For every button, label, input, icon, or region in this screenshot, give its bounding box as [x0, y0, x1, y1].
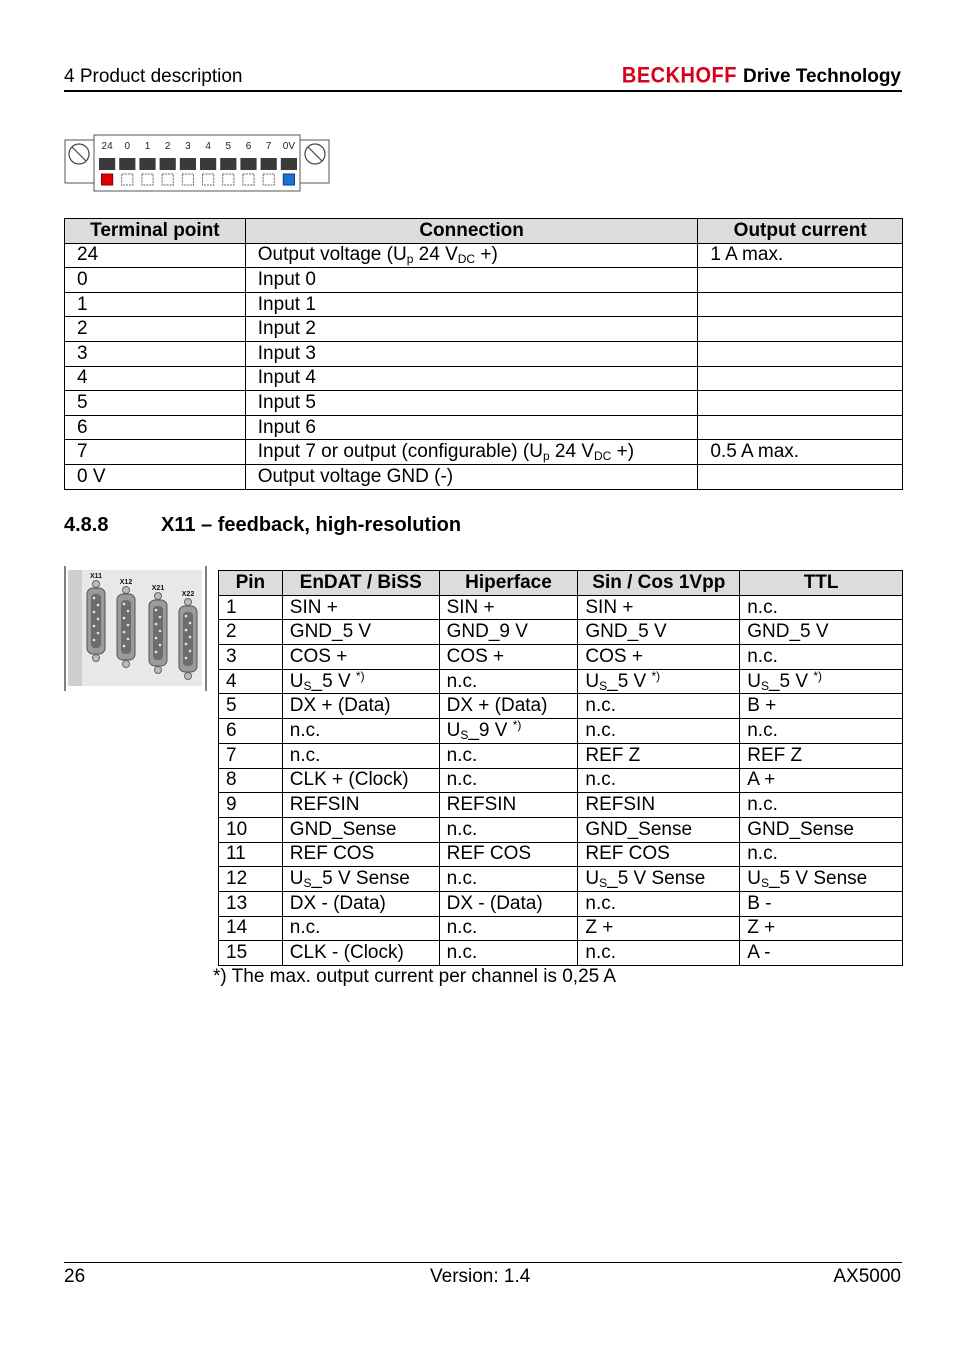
- terminal-led-5: [203, 174, 214, 185]
- connection-cell: Input 6: [245, 415, 698, 440]
- endat-biss-cell: $U_S\_5$ V *): [282, 669, 439, 694]
- feedback-connectors-image: [64, 566, 208, 691]
- pin-cell: 4: [219, 669, 283, 694]
- hiperface-cell: n.c.: [439, 867, 578, 892]
- sin-cos-cell: REF Z: [578, 743, 740, 768]
- sin-cos-cell: GND_Sense: [578, 817, 740, 842]
- footer-page-number: 26: [64, 1266, 86, 1287]
- terminal-slot-6: [220, 158, 236, 170]
- pin-cell: 3: [219, 645, 283, 670]
- terminal-label-4: 3: [185, 141, 191, 152]
- ttl-cell: A +: [740, 768, 903, 793]
- dsub-pin: [127, 638, 130, 641]
- hiperface-cell: n.c.: [439, 743, 578, 768]
- endat-biss-cell: n.c.: [282, 719, 439, 744]
- terminal-point-table: [64, 218, 903, 490]
- sin-cos-cell: n.c.: [578, 768, 740, 793]
- endat-biss-cell: CLK + (Clock): [282, 768, 439, 793]
- terminal-slot-4: [180, 158, 196, 170]
- dsub-pin: [155, 609, 158, 612]
- ttl-cell: n.c.: [740, 793, 903, 818]
- connection-cell: Input 0: [245, 268, 698, 293]
- dsub-pin: [123, 603, 126, 606]
- connection-cell: Input 5: [245, 391, 698, 416]
- terminal-led-1: [122, 174, 133, 185]
- ttl-cell: $U_S\_5$ V *): [740, 669, 903, 694]
- hiperface-cell: DX + (Data): [439, 694, 578, 719]
- terminal-led-4: [182, 174, 193, 185]
- dsub-pin: [185, 615, 188, 618]
- terminal-point-cell: 0: [65, 268, 246, 293]
- hiperface-cell: n.c.: [439, 941, 578, 966]
- column-header-pin: Pin: [219, 571, 283, 596]
- sin-cos-cell: n.c.: [578, 719, 740, 744]
- screw-icon: [155, 593, 162, 600]
- dsub-pin: [185, 643, 188, 646]
- table-row: [65, 292, 903, 317]
- output-current-cell: [698, 317, 903, 342]
- column-header-endat-biss: EnDAT / BiSS: [282, 571, 439, 596]
- terminal-slot-0: [99, 158, 115, 170]
- terminal-slot-8: [261, 158, 277, 170]
- sin-cos-cell: GND_5 V: [578, 620, 740, 645]
- column-header-terminal-point: Terminal point: [65, 219, 246, 244]
- hiperface-cell: GND_9 V: [439, 620, 578, 645]
- hiperface-cell: REF COS: [439, 842, 578, 867]
- dsub-pin: [93, 611, 96, 614]
- sin-cos-cell: n.c.: [578, 941, 740, 966]
- table-row: [219, 743, 903, 768]
- pin-cell: 14: [219, 916, 283, 941]
- dsub-pin: [155, 623, 158, 626]
- endat-biss-cell: SIN +: [282, 595, 439, 620]
- sin-cos-cell: n.c.: [578, 694, 740, 719]
- section-number: 4.8.8: [64, 514, 109, 536]
- terminal-label-1: 0: [124, 141, 131, 152]
- ttl-cell: A -: [740, 941, 903, 966]
- hiperface-cell: n.c.: [439, 916, 578, 941]
- terminal-label-9: 0V: [282, 141, 296, 152]
- dsub-shell: [121, 600, 131, 654]
- terminal-label-8: 7: [265, 141, 272, 152]
- output-current-cell: 0.5 A max.: [698, 440, 903, 465]
- output-current-cell: [698, 366, 903, 391]
- table-row: [219, 891, 903, 916]
- screw-icon: [185, 599, 192, 606]
- dsub-pin: [93, 639, 96, 642]
- table-row: [219, 620, 903, 645]
- ttl-cell: n.c.: [740, 595, 903, 620]
- terminal-led-7: [243, 174, 254, 185]
- pin-cell: 8: [219, 768, 283, 793]
- terminal-strip-image: [64, 132, 330, 194]
- pin-cell: 12: [219, 867, 283, 892]
- table-header-row: [219, 571, 903, 596]
- connection-cell: Input 3: [245, 341, 698, 366]
- sin-cos-cell: REF COS: [578, 842, 740, 867]
- terminal-label-5: 4: [205, 141, 211, 152]
- dsub-pin: [155, 651, 158, 654]
- dsub-pin: [97, 632, 100, 635]
- connector-label-x12: X12: [119, 579, 133, 586]
- table-row: [65, 317, 903, 342]
- terminal-slot-7: [240, 158, 256, 170]
- screw-icon-right: [305, 144, 325, 164]
- ttl-cell: $U_S\_5$ V Sense: [740, 867, 903, 892]
- screw-icon-left: [69, 144, 89, 164]
- dsub-shell: [153, 606, 163, 660]
- terminal-slot-5: [200, 158, 216, 170]
- ttl-cell: n.c.: [740, 645, 903, 670]
- column-header-ttl: TTL: [740, 571, 903, 596]
- connection-cell: Input 2: [245, 317, 698, 342]
- hiperface-cell: $U_S\_9$ V *): [439, 719, 578, 744]
- screw-icon: [93, 581, 100, 588]
- hiperface-cell: n.c.: [439, 669, 578, 694]
- table-row: [219, 842, 903, 867]
- terminal-slot-1: [119, 158, 135, 170]
- endat-biss-cell: CLK - (Clock): [282, 941, 439, 966]
- endat-biss-cell: REF COS: [282, 842, 439, 867]
- dsub-pin: [189, 622, 192, 625]
- table-row: [219, 817, 903, 842]
- sin-cos-cell: SIN +: [578, 595, 740, 620]
- dsub-pin: [97, 618, 100, 621]
- pin-cell: 2: [219, 620, 283, 645]
- sin-cos-cell: REFSIN: [578, 793, 740, 818]
- footer-rule: [64, 1262, 902, 1263]
- terminal-led-6: [223, 174, 234, 185]
- hiperface-cell: REFSIN: [439, 793, 578, 818]
- terminal-led-8: [263, 174, 274, 185]
- terminal-led-9: [283, 174, 294, 185]
- table-row: [65, 440, 903, 465]
- endat-biss-cell: DX - (Data): [282, 891, 439, 916]
- sin-cos-cell: $U_S\_5$ V Sense: [578, 867, 740, 892]
- table-row: [65, 391, 903, 416]
- pin-cell: 11: [219, 842, 283, 867]
- terminal-label-7: 6: [245, 141, 252, 152]
- hiperface-cell: n.c.: [439, 768, 578, 793]
- connection-cell: Input 4: [245, 366, 698, 391]
- dsub-pin: [159, 630, 162, 633]
- output-current-cell: 1 A max.: [698, 243, 903, 268]
- table-row: [219, 595, 903, 620]
- terminal-slot-9: [281, 158, 297, 170]
- connector-label-x22: X22: [181, 591, 195, 598]
- column-header-output-current: Output current: [698, 219, 903, 244]
- dsub-shell: [91, 594, 101, 648]
- footer-version: Version: 1.4: [430, 1266, 531, 1287]
- terminal-point-cell: 4: [65, 366, 246, 391]
- terminal-point-cell: 2: [65, 317, 246, 342]
- terminal-led-2: [142, 174, 153, 185]
- output-current-cell: [698, 268, 903, 293]
- hiperface-cell: SIN +: [439, 595, 578, 620]
- terminal-point-cell: 24: [65, 243, 246, 268]
- terminal-label-3: 2: [164, 141, 171, 152]
- terminal-point-cell: 6: [65, 415, 246, 440]
- dsub-shell: [183, 612, 193, 666]
- endat-biss-cell: COS +: [282, 645, 439, 670]
- dsub-pin: [123, 645, 126, 648]
- output-current-cell: [698, 341, 903, 366]
- table-row: [65, 464, 903, 489]
- table-row: [65, 341, 903, 366]
- table-row: [219, 645, 903, 670]
- pin-cell: 5: [219, 694, 283, 719]
- connector-label-x21: X21: [151, 585, 165, 592]
- connection-cell: Input 7 or output (configurable) ($U_p$ 24 $V_{DC}$ +): [245, 440, 698, 465]
- pin-cell: 6: [219, 719, 283, 744]
- screw-icon: [123, 587, 130, 594]
- header-rule: [64, 90, 902, 92]
- terminal-label-0: 24: [101, 141, 113, 152]
- dsub-pin: [185, 629, 188, 632]
- terminal-led-0: [102, 174, 113, 185]
- dsub-pin: [123, 617, 126, 620]
- sin-cos-cell: COS +: [578, 645, 740, 670]
- connector-label-x11: X11: [89, 573, 103, 580]
- screw-icon: [123, 661, 130, 668]
- dsub-pin: [155, 637, 158, 640]
- footer-product: AX5000: [833, 1266, 901, 1287]
- endat-biss-cell: n.c.: [282, 916, 439, 941]
- dsub-pin: [159, 644, 162, 647]
- dsub-pin: [93, 597, 96, 600]
- column-header-sin-cos: Sin / Cos 1Vpp: [578, 571, 740, 596]
- output-current-cell: [698, 464, 903, 489]
- header-product-line: Drive Technology: [742, 66, 901, 87]
- header-brand-block: [622, 65, 901, 88]
- section-title: X11 – feedback, high-resolution: [161, 514, 462, 536]
- hiperface-cell: n.c.: [439, 817, 578, 842]
- endat-biss-cell: $U_S\_5$ V Sense: [282, 867, 439, 892]
- dsub-pin: [159, 616, 162, 619]
- column-header-hiperface: Hiperface: [439, 571, 578, 596]
- ttl-cell: n.c.: [740, 719, 903, 744]
- terminal-slot-3: [160, 158, 176, 170]
- terminal-point-cell: 0 V: [65, 464, 246, 489]
- table-footnote: *) The max. output current per channel is 0,25 A: [213, 966, 617, 987]
- terminal-led-3: [162, 174, 173, 185]
- pin-cell: 9: [219, 793, 283, 818]
- dsub-pin: [97, 604, 100, 607]
- endat-biss-cell: DX + (Data): [282, 694, 439, 719]
- table-row: [219, 719, 903, 744]
- endat-biss-cell: GND_Sense: [282, 817, 439, 842]
- terminal-point-cell: 3: [65, 341, 246, 366]
- table-row: [219, 916, 903, 941]
- table-row: [219, 768, 903, 793]
- hiperface-cell: DX - (Data): [439, 891, 578, 916]
- table-row: [219, 793, 903, 818]
- ttl-cell: n.c.: [740, 842, 903, 867]
- terminal-label-2: 1: [144, 141, 151, 152]
- dsub-pin: [189, 650, 192, 653]
- endat-biss-cell: n.c.: [282, 743, 439, 768]
- table-row: [65, 243, 903, 268]
- hiperface-cell: COS +: [439, 645, 578, 670]
- header-section-label: 4 Product description: [64, 66, 243, 87]
- output-current-cell: [698, 415, 903, 440]
- dsub-pin: [185, 657, 188, 660]
- dsub-pin: [127, 610, 130, 613]
- beckhoff-logo: BECKHOFF: [621, 63, 737, 89]
- table-row: [219, 867, 903, 892]
- screw-icon: [155, 667, 162, 674]
- screw-icon: [185, 673, 192, 680]
- feedback-pin-table: [218, 570, 903, 966]
- ttl-cell: Z +: [740, 916, 903, 941]
- ttl-cell: B -: [740, 891, 903, 916]
- sin-cos-cell: Z +: [578, 916, 740, 941]
- ttl-cell: GND_Sense: [740, 817, 903, 842]
- endat-biss-cell: GND_5 V: [282, 620, 439, 645]
- pin-cell: 7: [219, 743, 283, 768]
- table-header-row: [65, 219, 903, 244]
- ttl-cell: REF Z: [740, 743, 903, 768]
- terminal-point-cell: 1: [65, 292, 246, 317]
- connection-cell: Output voltage GND (-): [245, 464, 698, 489]
- table-row: [65, 366, 903, 391]
- dsub-pin: [127, 624, 130, 627]
- pin-cell: 1: [219, 595, 283, 620]
- section-heading: [64, 514, 461, 537]
- ttl-cell: B +: [740, 694, 903, 719]
- terminal-point-cell: 7: [65, 440, 246, 465]
- connection-cell: Input 1: [245, 292, 698, 317]
- pin-cell: 13: [219, 891, 283, 916]
- table-row: [219, 941, 903, 966]
- table-row: [219, 669, 903, 694]
- dsub-pin: [93, 625, 96, 628]
- output-current-cell: [698, 292, 903, 317]
- screw-icon: [93, 655, 100, 662]
- output-current-cell: [698, 391, 903, 416]
- terminal-point-cell: 5: [65, 391, 246, 416]
- dsub-pin: [189, 636, 192, 639]
- pin-cell: 15: [219, 941, 283, 966]
- connection-cell: Output voltage ($U_p$ 24 $V_{DC}$ +): [245, 243, 698, 268]
- ttl-cell: GND_5 V: [740, 620, 903, 645]
- column-header-connection: Connection: [245, 219, 698, 244]
- sin-cos-cell: $U_S\_5$ V *): [578, 669, 740, 694]
- table-row: [65, 415, 903, 440]
- sin-cos-cell: n.c.: [578, 891, 740, 916]
- table-row: [219, 694, 903, 719]
- table-row: [65, 268, 903, 293]
- terminal-slot-2: [139, 158, 155, 170]
- dsub-pin: [123, 631, 126, 634]
- pin-cell: 10: [219, 817, 283, 842]
- endat-biss-cell: REFSIN: [282, 793, 439, 818]
- terminal-label-6: 5: [225, 141, 232, 152]
